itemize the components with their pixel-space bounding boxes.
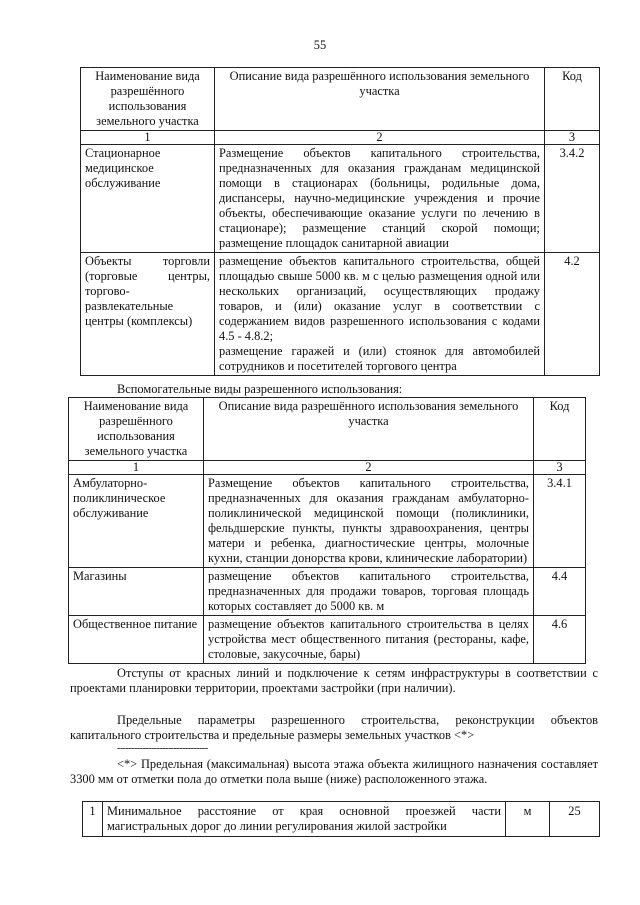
use-code: 3.4.2 — [545, 145, 600, 253]
header-description: Описание вида разрешённого использования земельного участка — [204, 398, 534, 461]
footnote: <*> Предельная (максимальная) высота этажа объекта жилищного назначения составляет 3300 мм от отметки пола до отметки пола выше (ниже) расположенного этажа. — [70, 757, 598, 786]
indent-paragraph: Отступы от красных линий и подключение к сетям инфраструктуры в соответствии с проектами планировки территории, проектами застройки (при наличии). — [70, 666, 598, 695]
use-description: Размещение объектов капитального строительства, предназначенных для оказания гражданам медицинской помощи в стационарах (больницы, родильные дома, диспансеры, научно-медицинские учреждения и прочие объекты, обеспечивающие оказание услуги по лечению в стационаре); размещение станций скорой помощи; размещение площадок санитарной авиации — [215, 145, 545, 253]
aux-section-title: Вспомогательные виды разрешенного использования: — [117, 382, 403, 396]
use-name: Объекты торговли (торговые центры, торгово-развлекательные центры (комплексы) — [81, 253, 215, 376]
use-name: Амбулаторно-поликлиническое обслуживание — [69, 475, 204, 568]
use-code: 4.6 — [534, 616, 586, 664]
footnote-separator: -------------------------------- — [117, 744, 208, 754]
table-row — [69, 475, 586, 568]
use-description: размещение объектов капитального строительства в целях устройства мест общественного питания (рестораны, кафе, столовые, закусочные, бары) — [204, 616, 534, 664]
col-number: 2 — [204, 461, 534, 475]
use-name: Стационарное медицинское обслуживание — [81, 145, 215, 253]
table-header-row — [69, 398, 586, 461]
col-number: 2 — [215, 131, 545, 145]
header-name: Наименование вида разрешённого использования земельного участка — [81, 68, 215, 131]
use-description: Размещение объектов капитального строительства, предназначенных для оказания гражданам амбулаторно-поликлинической медицинской помощи (поликлиники, фельдшерские пункты, пункты здравоохранения, центры матери и ребенка, диагностические центры, молочные кухни, станции донорства крови, клинические лаборатории) — [204, 475, 534, 568]
col-number: 1 — [81, 131, 215, 145]
header-description: Описание вида разрешённого использования земельного участка — [215, 68, 545, 131]
table-row — [83, 802, 600, 837]
column-number-row — [81, 131, 600, 145]
header-name: Наименование вида разрешённого использования земельного участка — [69, 398, 204, 461]
col-number: 3 — [545, 131, 600, 145]
use-code: 3.4.1 — [534, 475, 586, 568]
use-description: размещение объектов капитального строительства, предназначенных для продажи товаров, торговая площадь которых составляет до 5000 кв. м — [204, 568, 534, 616]
column-number-row — [69, 461, 586, 475]
use-name: Магазины — [69, 568, 204, 616]
page-number: 55 — [313, 38, 327, 52]
param-unit: м — [506, 802, 550, 837]
table-row — [69, 616, 586, 664]
use-code: 4.4 — [534, 568, 586, 616]
table-row — [81, 253, 600, 376]
param-index: 1 — [83, 802, 103, 837]
aux-use-table — [68, 397, 586, 664]
main-use-table — [80, 67, 600, 376]
col-number: 3 — [534, 461, 586, 475]
use-description-part: размещение гаражей и (или) стоянок для автомобилей сотрудников и посетителей торгового центра — [219, 344, 540, 373]
use-name: Общественное питание — [69, 616, 204, 664]
param-text: Минимальное расстояние от края основной проезжей части магистральных дорог до линии регулирования жилой застройки — [103, 802, 506, 837]
header-code: Код — [534, 398, 586, 461]
table-header-row — [81, 68, 600, 131]
col-number: 1 — [69, 461, 204, 475]
use-description — [215, 253, 545, 376]
param-value: 25 — [550, 802, 600, 837]
params-table — [82, 801, 600, 837]
use-description-part: размещение объектов капитального строительства, общей площадью свыше 5000 кв. м с целью размещения одной или нескольких организаций, осуществляющих продажу товаров, и (или) оказание услуг в соответствии с содержанием видов разрешенного использования с кодами 4.5 - 4.8.2; — [219, 254, 540, 343]
header-code: Код — [545, 68, 600, 131]
table-row — [81, 145, 600, 253]
limits-paragraph: Предельные параметры разрешенного строительства, реконструкции объектов капитального строительства и предельные размеры земельных участков <*> — [70, 713, 598, 742]
table-row — [69, 568, 586, 616]
use-code: 4.2 — [545, 253, 600, 376]
